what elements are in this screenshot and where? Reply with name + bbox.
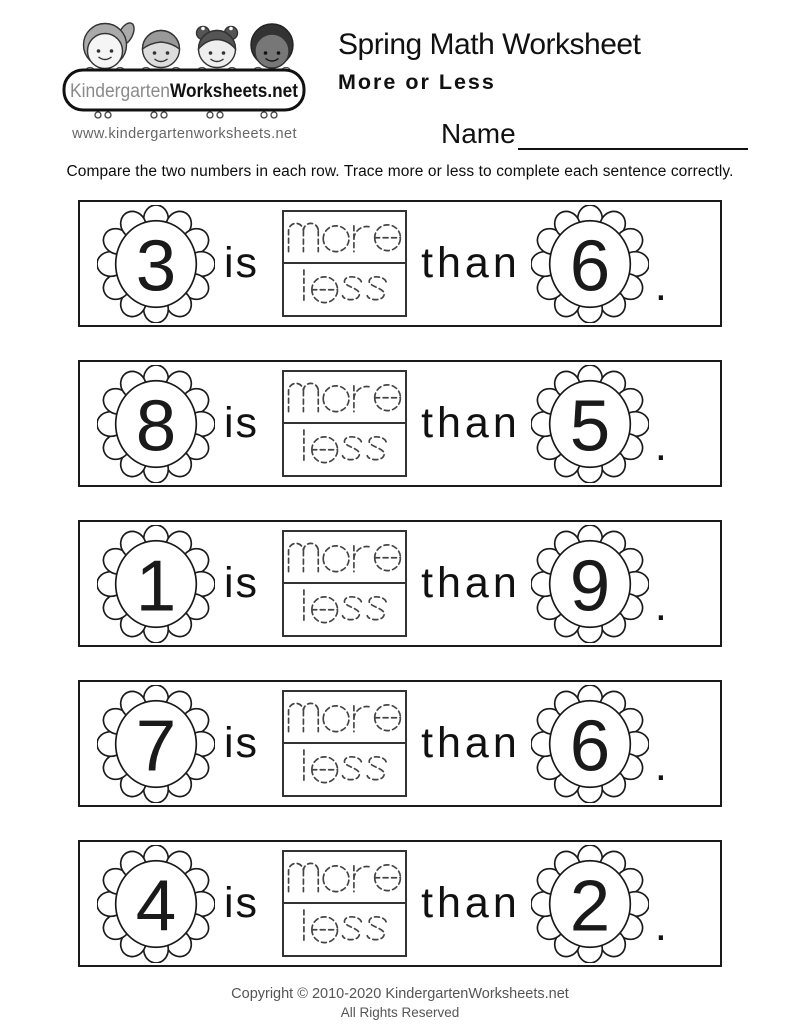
kid-girl-ponytail: [84, 20, 138, 68]
word-is: is: [224, 239, 260, 287]
word-than: than: [421, 239, 521, 287]
left-number: 4: [135, 865, 177, 947]
trace-word-less[interactable]: [284, 904, 405, 956]
left-number: 1: [135, 545, 177, 627]
right-number-flower: [531, 365, 649, 483]
word-than: than: [421, 399, 521, 447]
logo-banner: [64, 70, 304, 110]
word-than: than: [421, 879, 521, 927]
right-number: 5: [569, 385, 610, 467]
left-number-flower: [97, 365, 215, 483]
logo-text-gray: Kindergarten: [70, 81, 170, 102]
word-is: is: [224, 879, 260, 927]
kid-boy-gray-hair: [143, 31, 180, 68]
more-less-trace-box: [282, 530, 407, 637]
left-number: 8: [135, 385, 177, 467]
right-number: 6: [569, 225, 610, 307]
right-number: 2: [569, 865, 610, 947]
trace-word-less[interactable]: [284, 584, 405, 636]
sentence-period: .: [654, 901, 667, 950]
sentence-period: .: [654, 581, 667, 630]
site-url: www.kindergartenworksheets.net: [72, 126, 297, 142]
sentence-row: [78, 200, 722, 327]
trace-word-more[interactable]: [284, 212, 405, 264]
trace-word-more[interactable]: [284, 372, 405, 424]
site-logo: [62, 12, 307, 142]
copyright-text: Copyright © 2010-2020 KindergartenWorksheets.net: [231, 986, 569, 1002]
left-number-flower: [97, 205, 215, 323]
word-is: is: [224, 559, 260, 607]
trace-word-more[interactable]: [284, 532, 405, 584]
instructions-text: Compare the two numbers in each row. Trace more or less to complete each sentence correctly.: [66, 163, 734, 180]
sentence-row: [78, 840, 722, 967]
right-number-flower: [531, 525, 649, 643]
name-write-line[interactable]: [518, 120, 748, 150]
word-than: than: [421, 559, 521, 607]
sentence-row: [78, 680, 722, 807]
sentence-period: .: [654, 421, 667, 470]
page-subtitle: More or Less: [338, 70, 496, 94]
page-title: Spring Math Worksheet: [338, 28, 641, 61]
left-number-flower: [97, 685, 215, 803]
right-number: 9: [569, 545, 610, 627]
more-less-trace-box: [282, 210, 407, 317]
more-less-trace-box: [282, 690, 407, 797]
sentence-period: .: [654, 261, 667, 310]
word-than: than: [421, 719, 521, 767]
sentence-row: [78, 360, 722, 487]
right-number: 6: [569, 705, 610, 787]
kid-girl-pigtails: [197, 27, 238, 68]
trace-word-less[interactable]: [284, 744, 405, 796]
right-number-flower: [531, 205, 649, 323]
left-number-flower: [97, 525, 215, 643]
right-number-flower: [531, 845, 649, 963]
kids-logo-illustration: [62, 12, 307, 124]
rights-text: All Rights Reserved: [340, 1005, 460, 1020]
left-number-flower: [97, 845, 215, 963]
footer: [0, 986, 800, 1020]
sentence-rows: [78, 200, 722, 1000]
logo-text-black: Worksheets.net: [170, 81, 299, 102]
kids-feet: [95, 112, 277, 118]
right-number-flower: [531, 685, 649, 803]
left-number: 3: [135, 225, 177, 307]
kid-boy-dark-hair: [251, 24, 293, 68]
header-titles: [338, 28, 640, 95]
trace-word-more[interactable]: [284, 852, 405, 904]
trace-word-less[interactable]: [284, 424, 405, 476]
word-is: is: [224, 399, 260, 447]
word-is: is: [224, 719, 260, 767]
name-label: Name: [441, 118, 516, 149]
more-less-trace-box: [282, 370, 407, 477]
trace-word-less[interactable]: [284, 264, 405, 316]
svg-text:KindergartenWorksheets.net: [70, 81, 299, 102]
sentence-row: [78, 520, 722, 647]
sentence-period: .: [654, 741, 667, 790]
left-number: 7: [135, 705, 177, 787]
name-field: [441, 118, 748, 150]
trace-word-more[interactable]: [284, 692, 405, 744]
more-less-trace-box: [282, 850, 407, 957]
